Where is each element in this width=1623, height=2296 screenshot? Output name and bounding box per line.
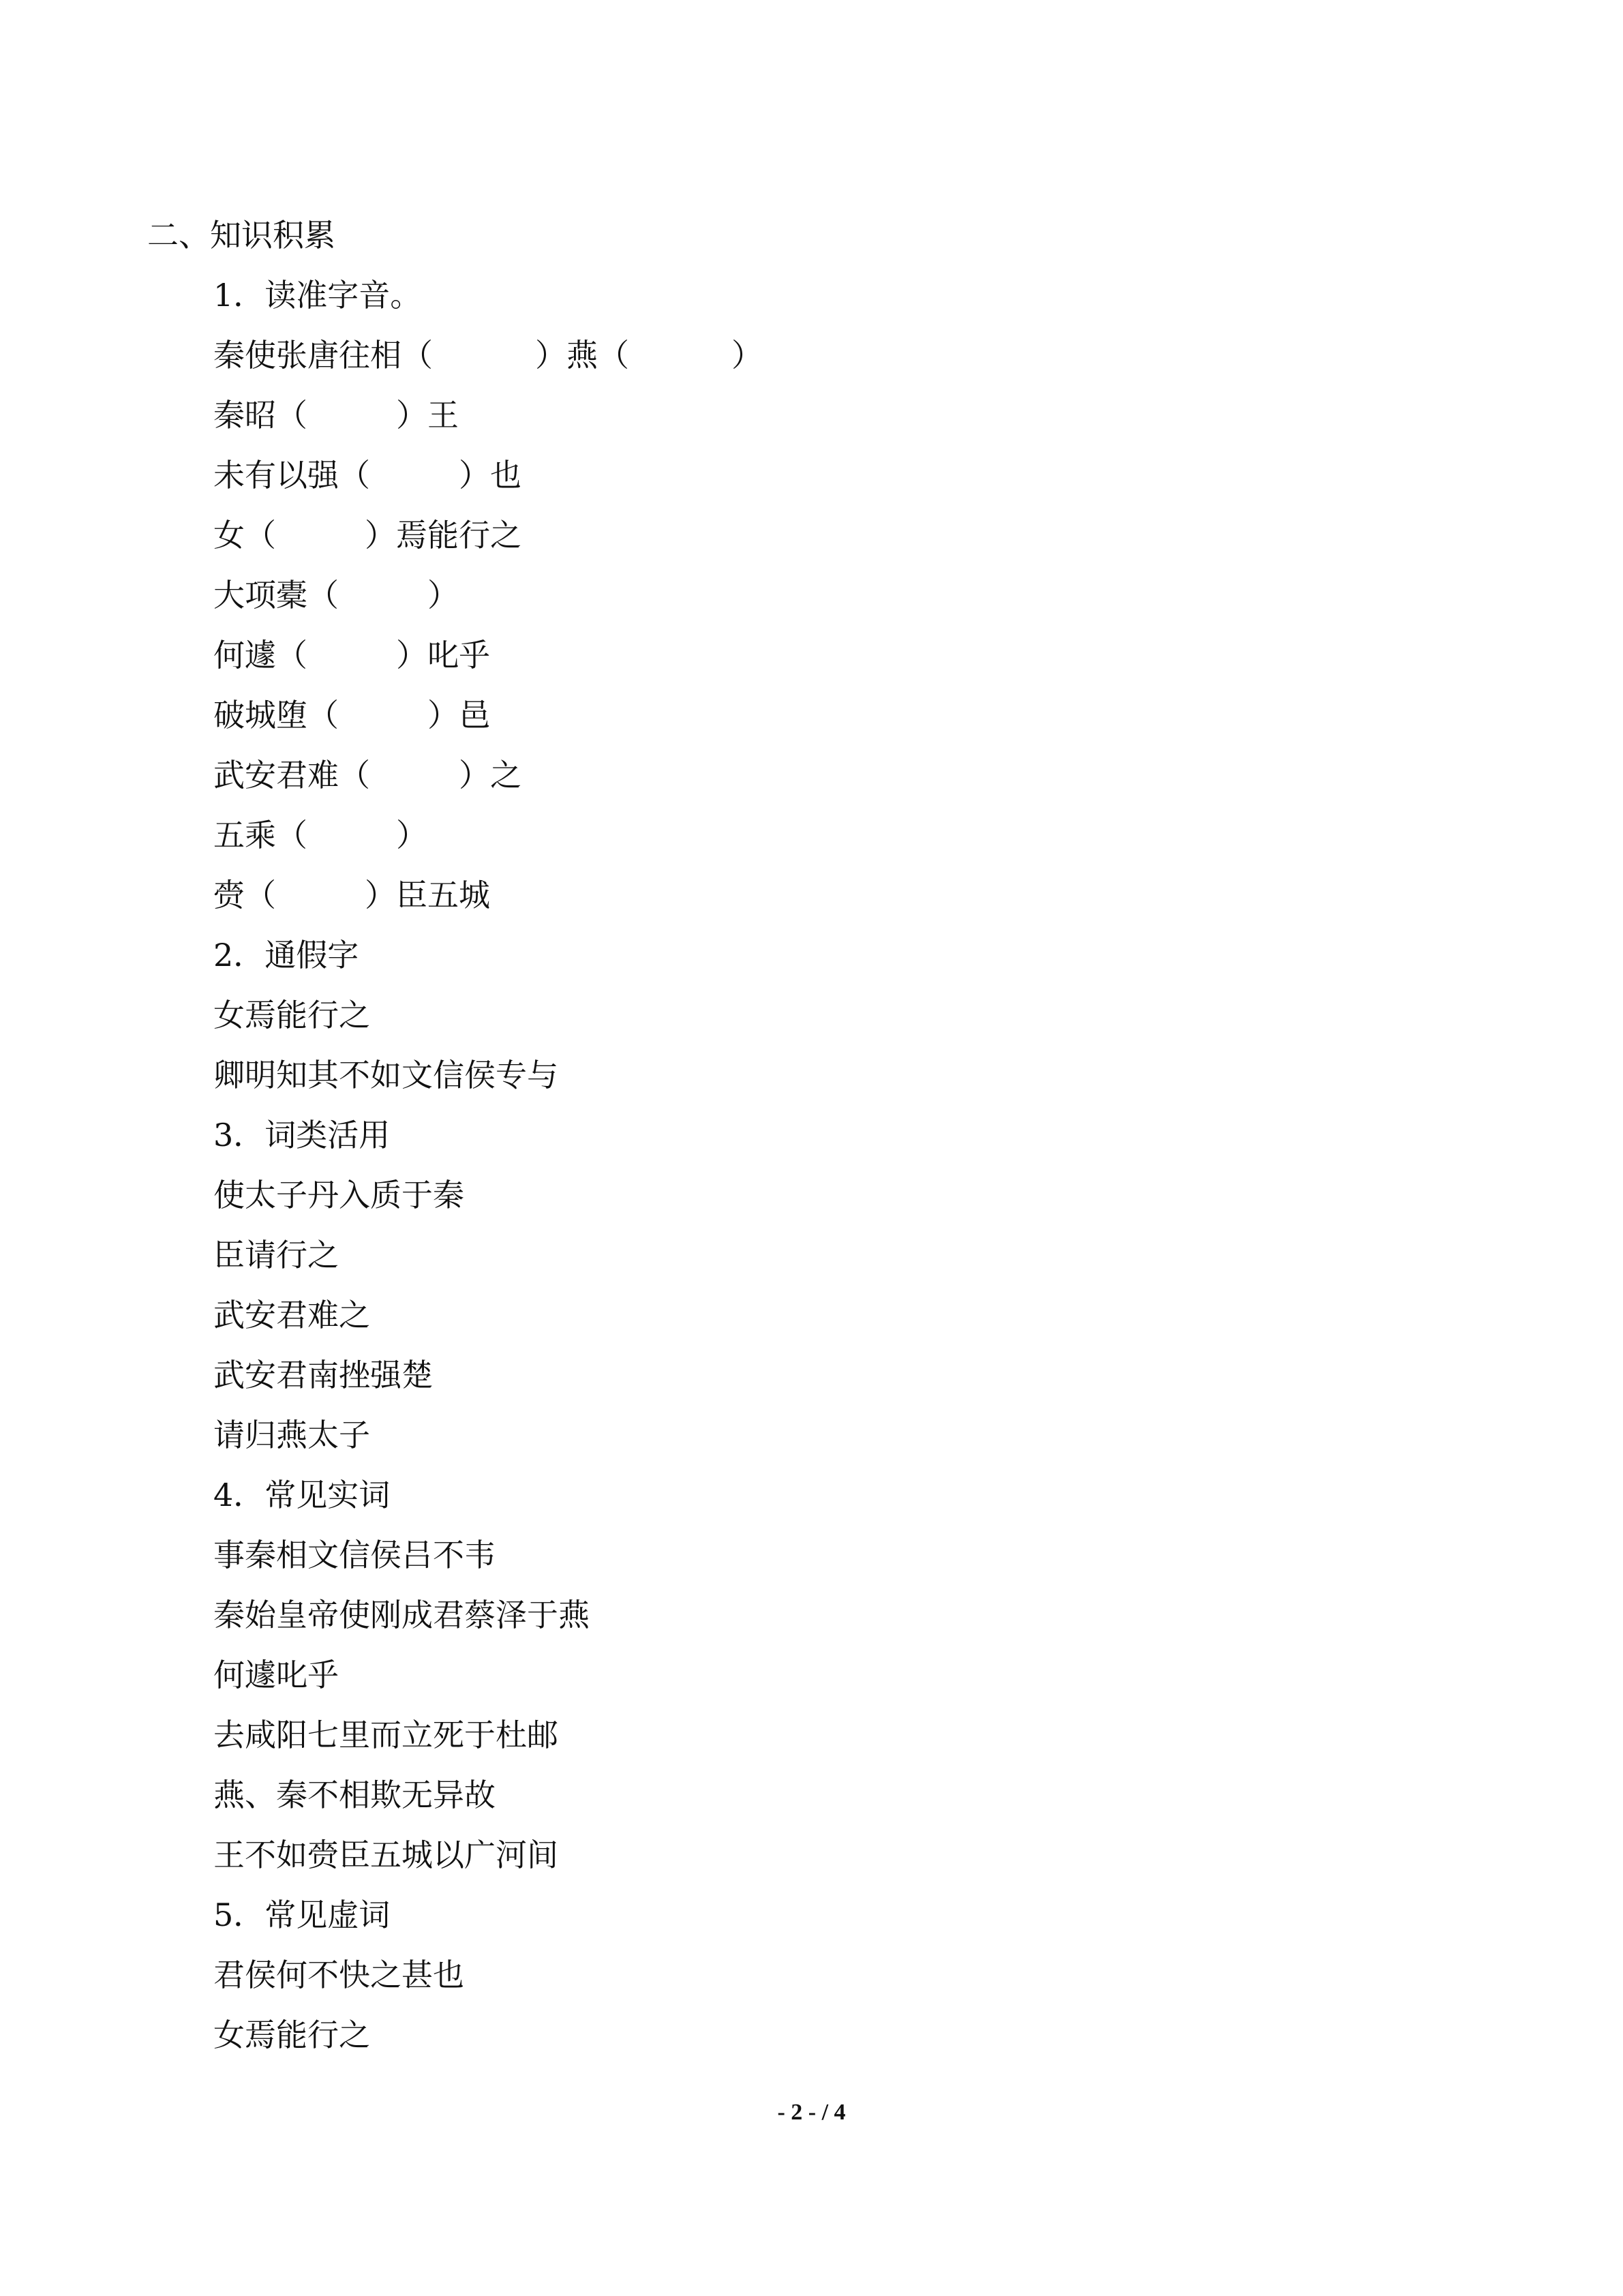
cilei-item: 请归燕太子 (213, 1417, 370, 1453)
pronunciation-item: 秦昭（ ）王 (213, 397, 459, 434)
pronunciation-heading: 1．读准字音。 (213, 277, 422, 314)
cilei-item: 武安君南挫强楚 (213, 1357, 433, 1393)
cilei-item: 臣请行之 (213, 1237, 339, 1273)
shici-item: 去咸阳七里而立死于杜邮 (213, 1717, 558, 1753)
cilei-heading: 3．词类活用 (213, 1117, 391, 1153)
pronunciation-item: 女（ ）焉能行之 (213, 517, 521, 554)
xuci-item: 女焉能行之 (213, 2016, 370, 2053)
tongjia-item: 卿明知其不如文信侯专与 (213, 1057, 558, 1093)
section-title: 二、知识积累 (147, 217, 335, 254)
shici-item: 燕、秦不相欺无异故 (213, 1777, 496, 1813)
pronunciation-item: 大项橐（ ） (213, 577, 459, 614)
xuci-item: 君侯何不快之甚也 (213, 1957, 464, 1993)
pronunciation-item: 何遽（ ）叱乎 (213, 637, 490, 674)
tongjia-heading: 2．通假字 (213, 937, 359, 973)
page-number: - 2 - / 4 (777, 2100, 846, 2125)
cilei-item: 武安君难之 (213, 1297, 370, 1333)
shici-item: 何遽叱乎 (213, 1657, 339, 1693)
pronunciation-item: 未有以强（ ）也 (213, 457, 521, 494)
pronunciation-item: 五乘（ ） (213, 817, 427, 854)
pronunciation-item: 秦使张唐往相（ ）燕（ ） (213, 337, 763, 374)
shici-item: 秦始皇帝使刚成君蔡泽于燕 (213, 1597, 590, 1633)
pronunciation-item: 赍（ ）臣五城 (213, 877, 490, 913)
shici-heading: 4．常见实词 (213, 1477, 391, 1513)
cilei-item: 使太子丹入质于秦 (213, 1177, 464, 1213)
pronunciation-item: 破城堕（ ）邑 (213, 697, 490, 734)
xuci-heading: 5．常见虚词 (213, 1897, 391, 1933)
shici-item: 王不如赍臣五城以广河间 (213, 1837, 558, 1873)
tongjia-item: 女焉能行之 (213, 997, 370, 1033)
shici-item: 事秦相文信侯吕不韦 (213, 1537, 496, 1573)
pronunciation-item: 武安君难（ ）之 (213, 757, 521, 794)
